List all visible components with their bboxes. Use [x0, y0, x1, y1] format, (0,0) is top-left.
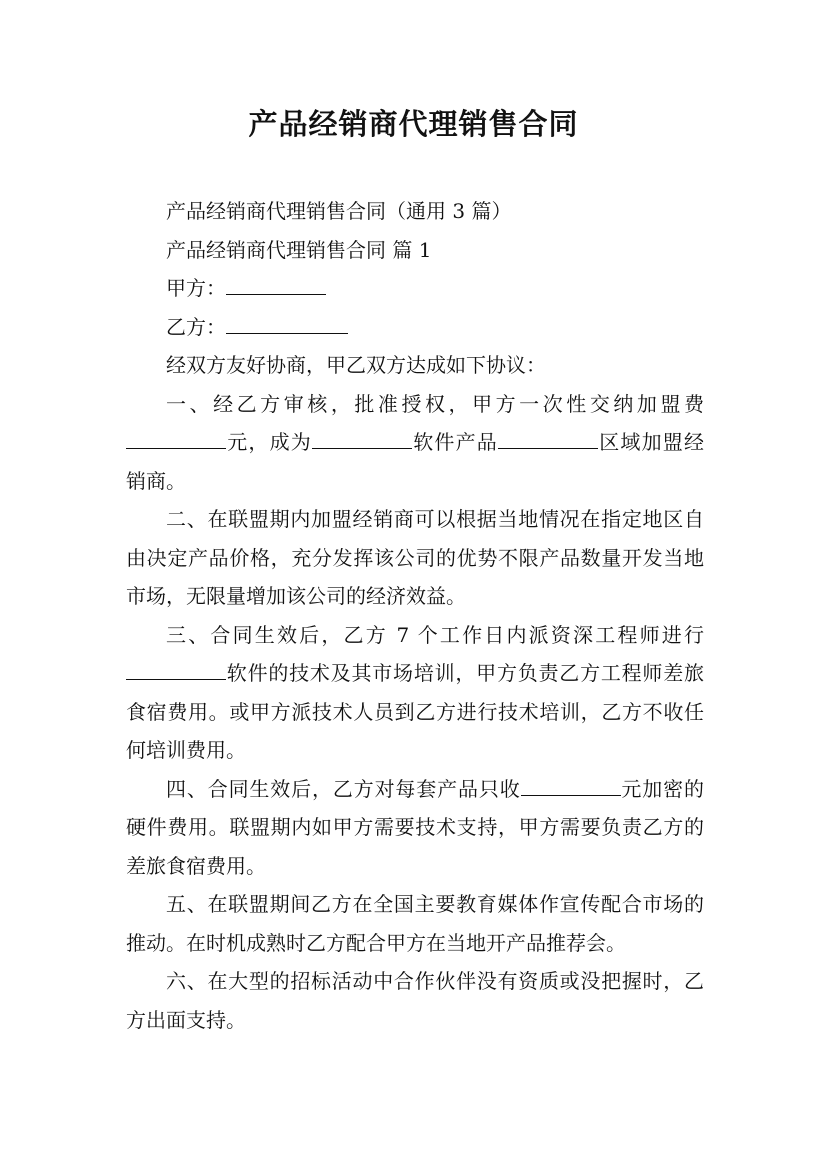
- document-body: [126, 192, 704, 1039]
- region-blank: [498, 426, 598, 449]
- clause-5: 五、在联盟期间乙方在全国主要教育媒体作宣传配合市场的推动。在时机成熟时乙方配合甲方在当地开产品推荐会。: [126, 892, 704, 955]
- clause-1-text-a: 一、经乙方审核，批准授权，甲方一次性交纳加盟费: [166, 391, 704, 416]
- clause-3: [126, 616, 704, 770]
- clause-4: [126, 770, 704, 886]
- clause-3-text-b: 软件的技术及其市场培训，甲方负责乙方工程师差旅食宿费用。或甲方派技术人员到乙方进行技术培训，乙方不收任何培训费用。: [126, 661, 704, 762]
- clause-4-text-b: 元加密的硬件费用。联盟期内如甲方需要技术支持，甲方需要负责乙方的差旅食宿费用。: [126, 776, 705, 878]
- clause-1-text-d: 区域加盟经销商。: [126, 430, 704, 493]
- party-a-line: [126, 269, 704, 308]
- company-name-blank: [312, 426, 412, 449]
- intro-line: 产品经销商代理销售合同（通用 3 篇）: [166, 199, 512, 223]
- clause-4-text-a: 四、合同生效后，乙方对每套产品只收: [166, 776, 521, 801]
- document-title: 产品经销商代理销售合同: [248, 107, 579, 141]
- hardware-fee-blank: [521, 773, 621, 796]
- preamble: 经双方友好协商，甲乙双方达成如下协议：: [166, 353, 546, 377]
- party-a-label: 甲方：: [166, 276, 226, 300]
- party-b-label: 乙方：: [166, 314, 226, 339]
- clause-6: 六、在大型的招标活动中合作伙伴没有资质或没把握时，乙方出面支持。: [126, 969, 704, 1032]
- clause-1-text-c: 软件产品: [412, 430, 498, 454]
- franchise-fee-blank: [126, 426, 226, 449]
- clause-1-text-b: 元，成为: [226, 430, 312, 454]
- software-name-blank: [126, 657, 226, 680]
- clause-2: 二、在联盟期内加盟经销商可以根据当地情况在指定地区自由决定产品价格，充分发挥该公司的优势不限产品数量开发当地市场，无限量增加该公司的经济效益。: [126, 507, 704, 608]
- section-heading: 产品经销商代理销售合同 篇 1: [166, 237, 432, 262]
- clause-1: [126, 385, 704, 501]
- party-a-blank: [226, 272, 326, 295]
- clause-3-text-a: 三、合同生效后，乙方 7 个工作日内派资深工程师进行: [166, 622, 704, 647]
- party-b-line: [126, 308, 704, 347]
- party-b-blank: [226, 311, 348, 334]
